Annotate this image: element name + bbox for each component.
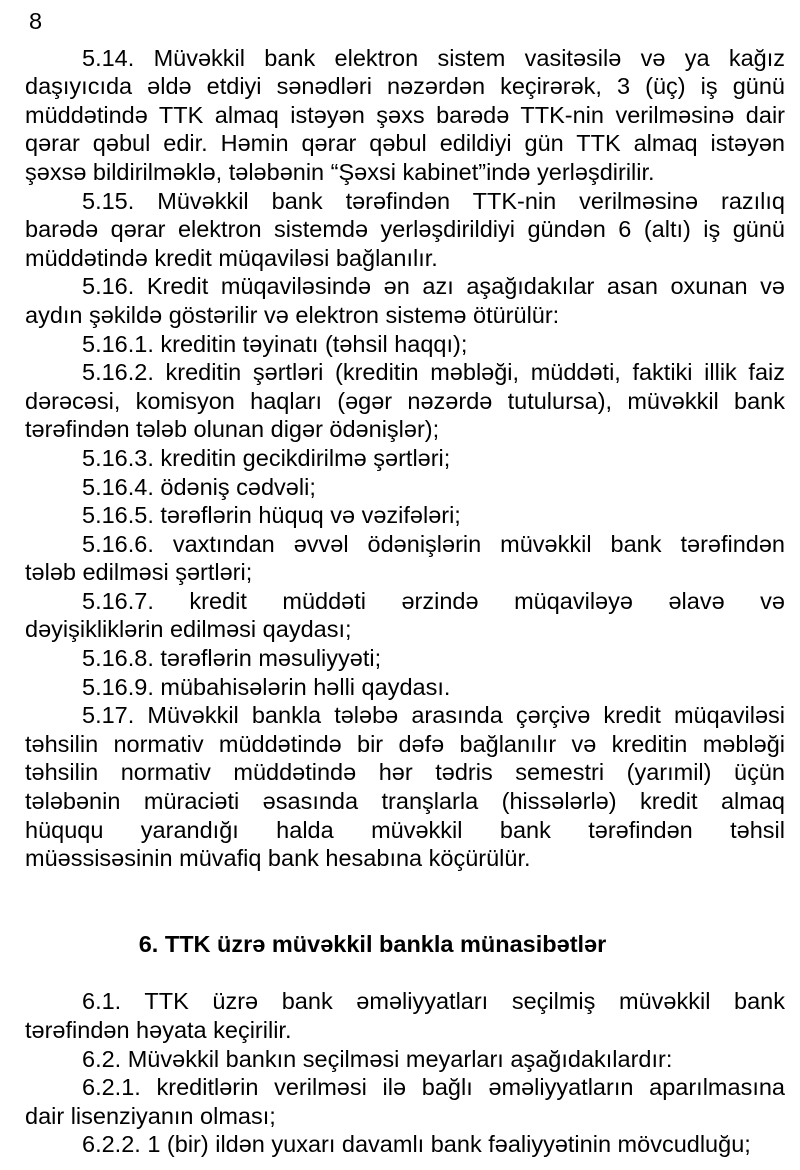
text-line: daşıyıcıda əldə etdiyi sənədləri nəzərdən keçirərək, 3 (üç) iş günü <box>25 73 785 100</box>
paragraph-5-16 <box>25 272 785 329</box>
text-line: tələb edilməsi şərtləri; <box>25 559 253 586</box>
paragraph-5-17 <box>25 701 785 873</box>
paragraph-5-16-6 <box>25 530 785 587</box>
text-line: 5.15. Müvəkkil bank tərəfindən TTK-nin verilməsinə razılıq <box>82 187 785 214</box>
text-line: 5.16.6. vaxtından əvvəl ödənişlərin müvəkkil bank tərəfindən <box>82 530 785 557</box>
text-line: tərəfindən tələb olunan digər ödənişlər); <box>25 416 440 443</box>
text-line: barədə qərar elektron sistemdə yerləşdirildiyi gündən 6 (altı) iş günü <box>25 216 785 243</box>
text-line: 5.16.9. mübahisələrin həlli qaydası. <box>82 673 451 700</box>
section-heading-6: 6. TTK üzrə müvəkkil bankla münasibətlər <box>138 930 607 957</box>
text-line: 6.1. TTK üzrə bank əməliyyatları seçilmiş müvəkkil bank <box>82 988 785 1015</box>
text-line: dərəcəsi, komisyon haqları (əgər nəzərdə tutulursa), müvəkkil bank <box>25 387 785 414</box>
text-line: hüququ yarandığı halda müvəkkil bank tərəfindən təhsil <box>25 816 785 843</box>
text-line: tələbənin müraciəti əsasında tranşlarla (hissələrlə) kredit almaq <box>25 788 785 815</box>
text-line: 5.16.8. tərəflərin məsuliyyəti; <box>82 645 382 672</box>
text-line: müddətində kredit müqaviləsi bağlanılır. <box>25 244 438 271</box>
paragraph-5-16-2 <box>25 358 785 444</box>
text-line: təhsilin normativ müddətində bir dəfə bağlanılır və kreditin məbləği <box>25 730 785 757</box>
text-line: 5.16.2. kreditin şərtləri (kreditin məbləği, müddəti, faktiki illik faiz <box>82 359 785 386</box>
paragraph-5-16-3 <box>25 444 785 473</box>
text-line: 5.14. Müvəkkil bank elektron sistem vasitəsilə və ya kağız <box>82 44 785 71</box>
text-line: 5.16.5. tərəflərin hüquq və vəzifələri; <box>82 502 461 529</box>
text-line: müəssisəsinin müvafiq bank hesabına köçürülür. <box>25 845 531 872</box>
text-line: 6.2.2. 1 (bir) ildən yuxarı davamlı bank fəaliyyətinin mövcudluğu; <box>82 1131 751 1158</box>
text-line: qərar qəbul edir. Həmin qərar qəbul edildiyi gün TTK almaq istəyən <box>25 130 785 157</box>
text-line: aydın şəkildə göstərilir və elektron sistemə ötürülür: <box>25 301 560 328</box>
paragraph-5-16-9 <box>25 673 785 702</box>
text-line: müddətində TTK almaq istəyən şəxs barədə TTK-nin verilməsinə dair <box>25 101 785 128</box>
paragraph-5-16-4 <box>25 473 785 502</box>
paragraph-5-16-7 <box>25 587 785 644</box>
text-line: 5.16. Kredit müqaviləsində ən azı aşağıdakılar asan oxunan və <box>82 273 785 300</box>
text-line: təhsilin normativ müddətində hər tədris semestri (yarımil) üçün <box>25 759 785 786</box>
text-line: 6.2.1. kreditlərin verilməsi ilə bağlı əməliyyatların aparılmasına <box>82 1074 785 1101</box>
text-line: 6.2. Müvəkkil bankın seçilməsi meyarları aşağıdakılardır: <box>82 1045 673 1072</box>
text-line: dəyişikliklərin edilməsi qaydası; <box>25 616 352 643</box>
text-line: 5.16.1. kreditin təyinatı (təhsil haqqı); <box>82 330 468 357</box>
text-line: şəxsə bildirilməklə, tələbənin “Şəxsi kabinet”ində yerləşdirilir. <box>25 158 655 185</box>
text-line: dair lisenziyanın olması; <box>25 1102 276 1129</box>
text-line: 5.16.3. kreditin gecikdirilmə şərtləri; <box>82 444 451 471</box>
text-line: tərəfindən həyata keçirilir. <box>25 1017 292 1043</box>
paragraph-5-16-8 <box>25 644 785 673</box>
text-line: 5.16.4. ödəniş cədvəli; <box>82 473 316 500</box>
paragraph-6-2-1 <box>25 1073 785 1130</box>
paragraph-5-16-1 <box>25 330 785 359</box>
paragraph-6-2-2 <box>25 1130 785 1159</box>
paragraph-5-14 <box>25 44 785 187</box>
paragraph-6-1 <box>25 987 785 1044</box>
paragraph-6-2 <box>25 1045 785 1074</box>
paragraph-5-15 <box>25 187 785 273</box>
text-line: 5.16.7. kredit müddəti ərzində müqaviləyə əlavə və <box>82 587 785 614</box>
paragraph-5-16-5 <box>25 501 785 530</box>
text-line: 5.17. Müvəkkil bankla tələbə arasında çərçivə kredit müqaviləsi <box>82 702 785 729</box>
page-number: 8 <box>29 8 43 34</box>
